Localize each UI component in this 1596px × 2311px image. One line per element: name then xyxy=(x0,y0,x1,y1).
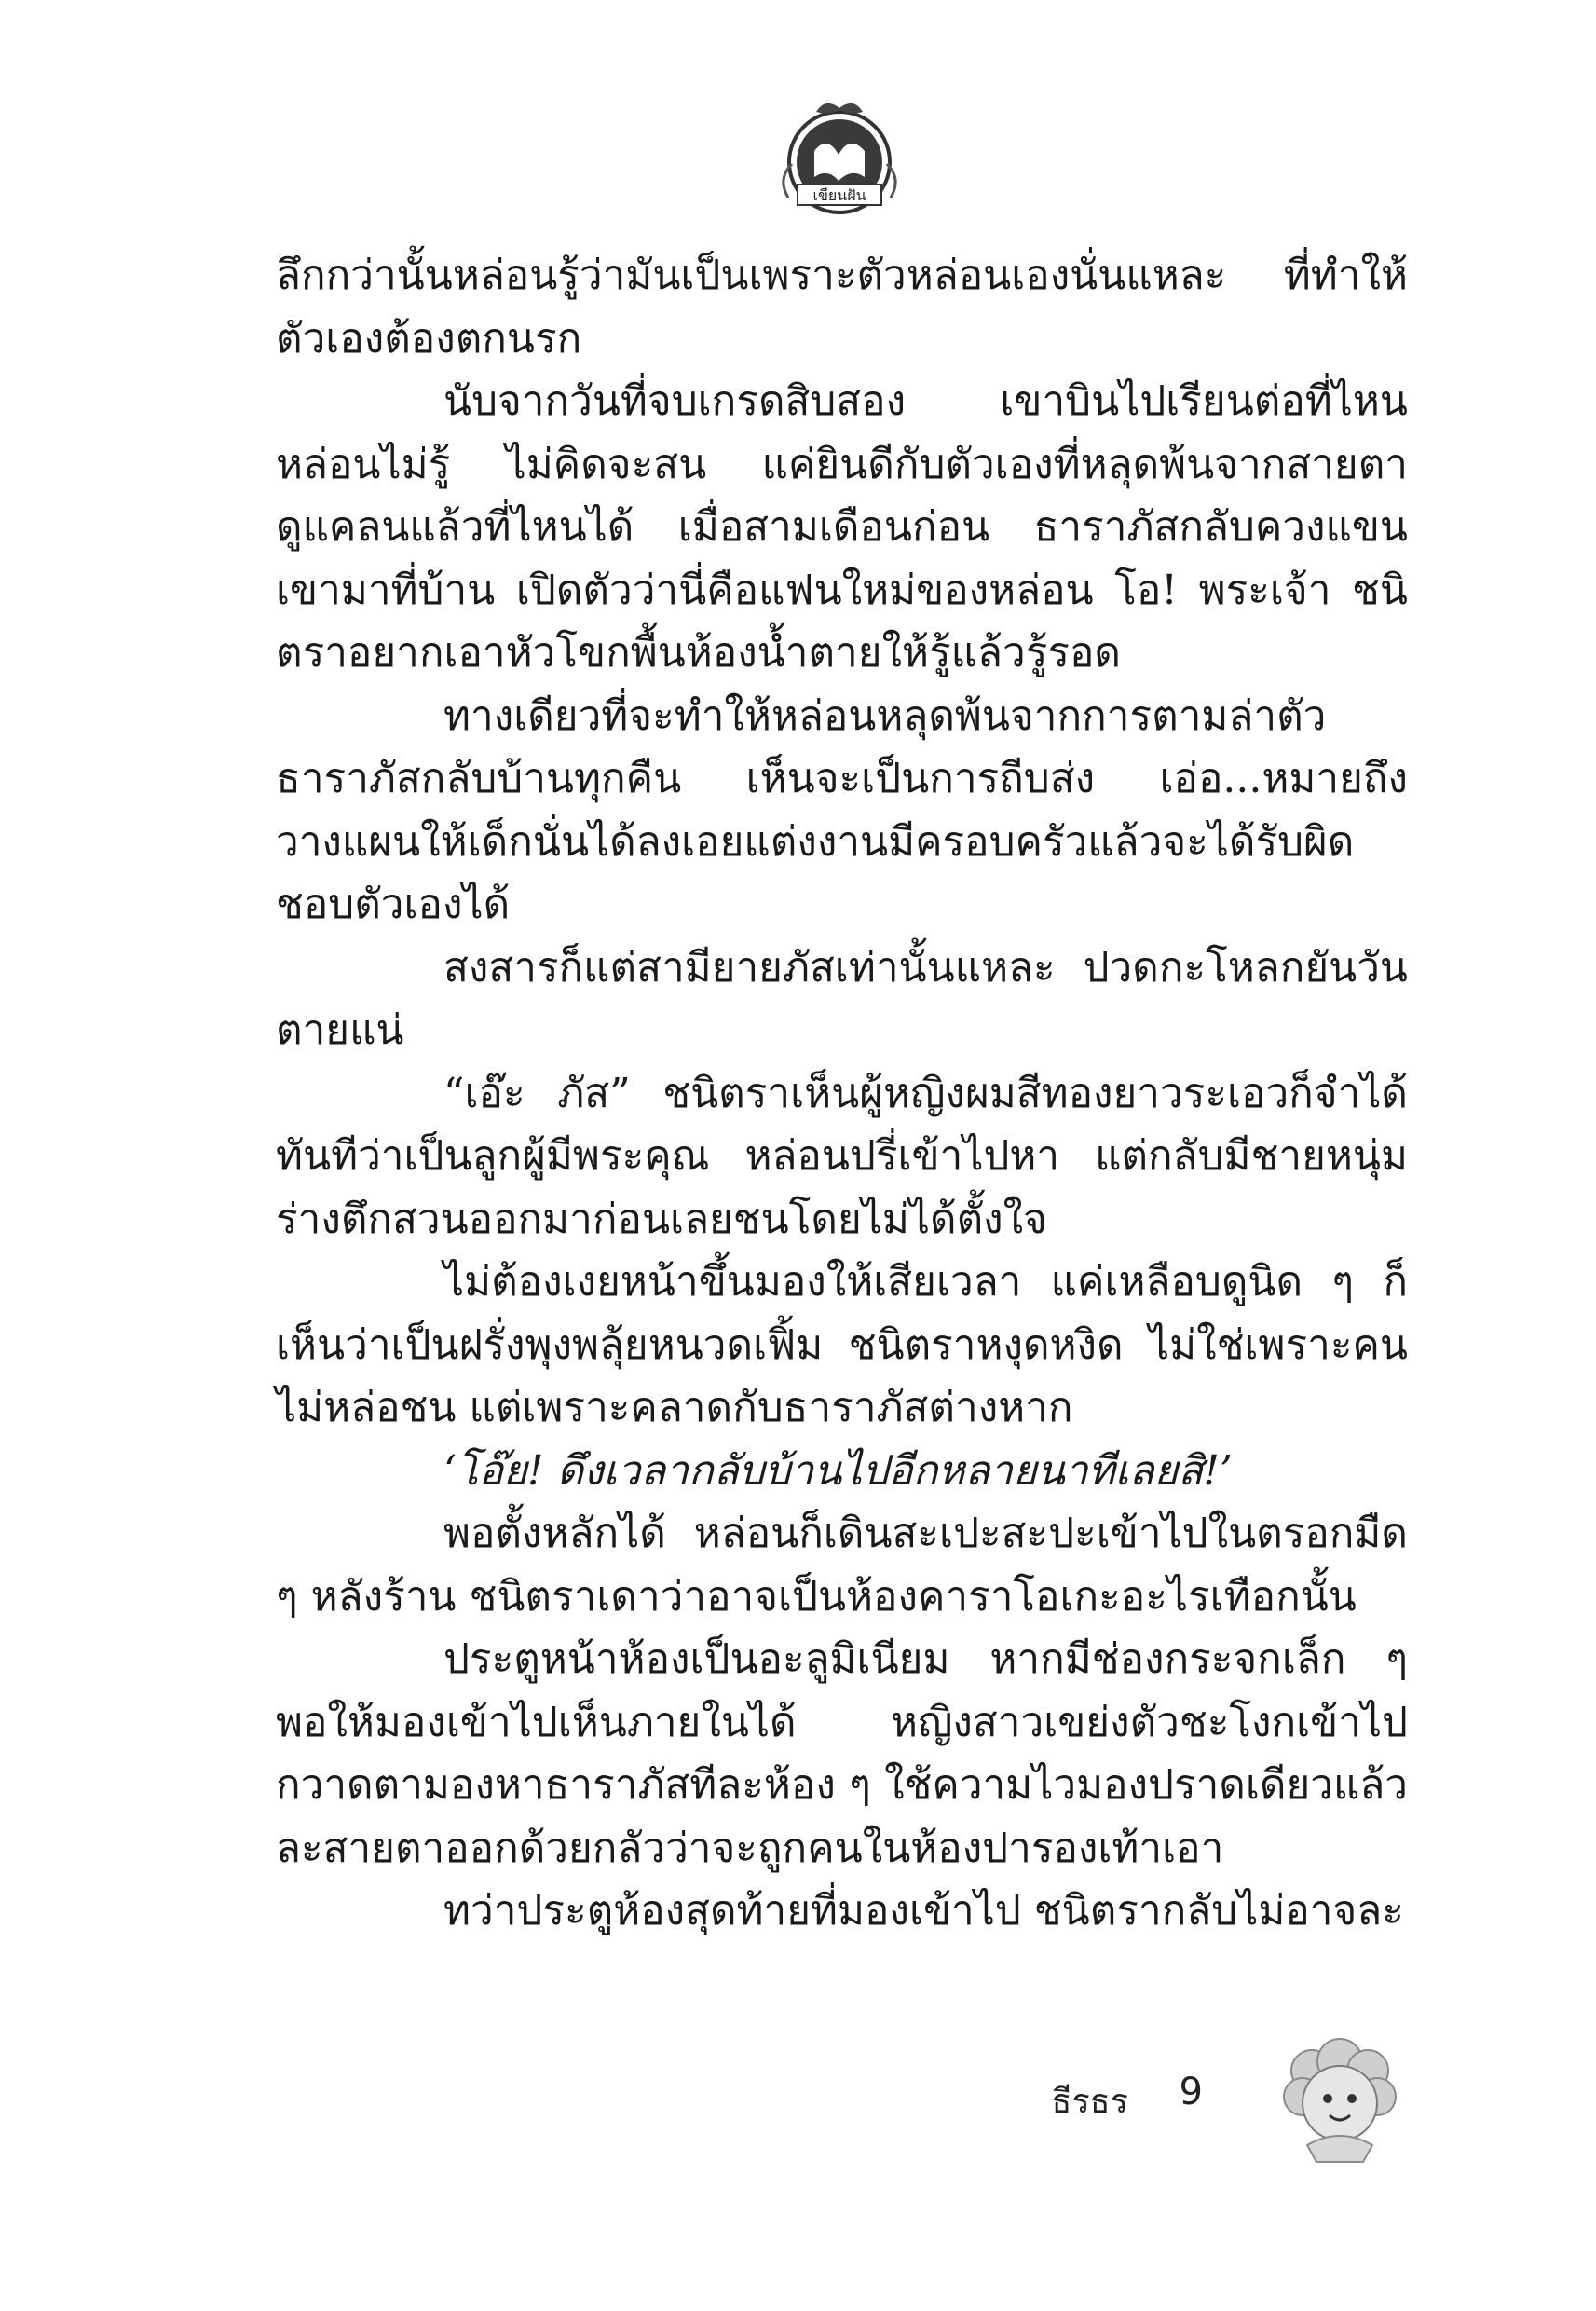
paragraph: ทว่าประตูห้องสุดท้ายที่มองเข้าไป ชนิตรากลับไม่อาจละ xyxy=(443,1887,1404,1935)
mascot-icon xyxy=(1270,2033,1410,2173)
italic-thought-paragraph: ‘โอ๊ย! ดึงเวลากลับบ้านไปอีกหลายนาทีเลยสิ!’ xyxy=(443,1446,1233,1495)
paragraph: “เอ๊ะ ภัส” ชนิตราเห็นผู้หญิงผมสีทองยาวระเอวก็จำได้ทันทีว่าเป็นลูกผู้มีพระคุณ หล่อนปรี่เข้าไปหา แต่กลับมีชายหนุ่มร่างตึกสวนออกมาก่อนเลยชนโดยไม่ได้ตั้งใจ xyxy=(276,1069,1408,1243)
paragraph: พอตั้งหลักได้ หล่อนก็เดินสะเปะสะปะเข้าไปในตรอกมืด ๆ หลังร้าน ชนิตราเดาว่าอาจเป็นห้องคาราโอเกะอะไรเทือกนั้น xyxy=(276,1510,1408,1620)
svg-text:เขียนฝัน: เขียนฝัน xyxy=(812,186,866,204)
page-number: 9 xyxy=(1179,2071,1203,2113)
running-title: ธีรธร xyxy=(1051,2083,1128,2121)
paragraph: สงสารก็แต่สามียายภัสเท่านั้นแหละ ปวดกะโหลกยันวันตายแน่ xyxy=(276,943,1408,1054)
paragraph: ทางเดียวที่จะทำให้หล่อนหลุดพ้นจากการตามล่าตัวธาราภัสกลับบ้านทุกคืน เห็นจะเป็นการถีบส่ง เอ่อ...หมายถึงวางแผนให้เด็กนั่นได้ลงเอยแต่งงานมีครอบครัวแล้วจะได้รับผิดชอบตัวเองได้ xyxy=(276,691,1408,928)
page-footer xyxy=(1018,2033,1410,2192)
body-text xyxy=(276,244,1408,1943)
paragraph: ประตูหน้าห้องเป็นอะลูมิเนียม หากมีช่องกระจกเล็ก ๆ พอให้มองเข้าไปเห็นภายในได้ หญิงสาวเขย่งตัวชะโงกเข้าไปกวาดตามองหาธาราภัสทีละห้อง ๆ ใช้ความไวมองปราดเดียวแล้วละสายตาออกด้วยกลัวว่าจะถูกคนในห้องปารองเท้าเอา xyxy=(276,1635,1408,1872)
paragraph: ไม่ต้องเงยหน้าขึ้นมองให้เสียเวลา แค่เหลือบดูนิด ๆ ก็เห็นว่าเป็นฝรั่งพุงพลุ้ยหนวดเฟิ้ม ชนิตราหงุดหงิด ไม่ใช่เพราะคนไม่หล่อชน แต่เพราะคลาดกับธาราภัสต่างหาก xyxy=(276,1258,1408,1431)
publisher-logo xyxy=(760,86,919,226)
paragraph: ลึกกว่านั้นหล่อนรู้ว่ามันเป็นเพราะตัวหล่อนเองนั่นแหละ ที่ทำให้ตัวเองต้องตกนรก xyxy=(276,252,1408,362)
paragraph: นับจากวันที่จบเกรดสิบสอง เขาบินไปเรียนต่อที่ไหนหล่อนไม่รู้ ไม่คิดจะสน แค่ยินดีกับตัวเองที่หลุดพ้นจากสายตาดูแคลนแล้วที่ไหนได้ เมื่อสามเดือนก่อน ธาราภัสกลับควงแขนเขามาที่บ้าน เปิดตัวว่านี่คือแฟนใหม่ของหล่อน โอ! พระเจ้า ชนิตราอยากเอาหัวโขกพื้นห้องน้ำตายให้รู้แล้วรู้รอด xyxy=(276,377,1408,677)
